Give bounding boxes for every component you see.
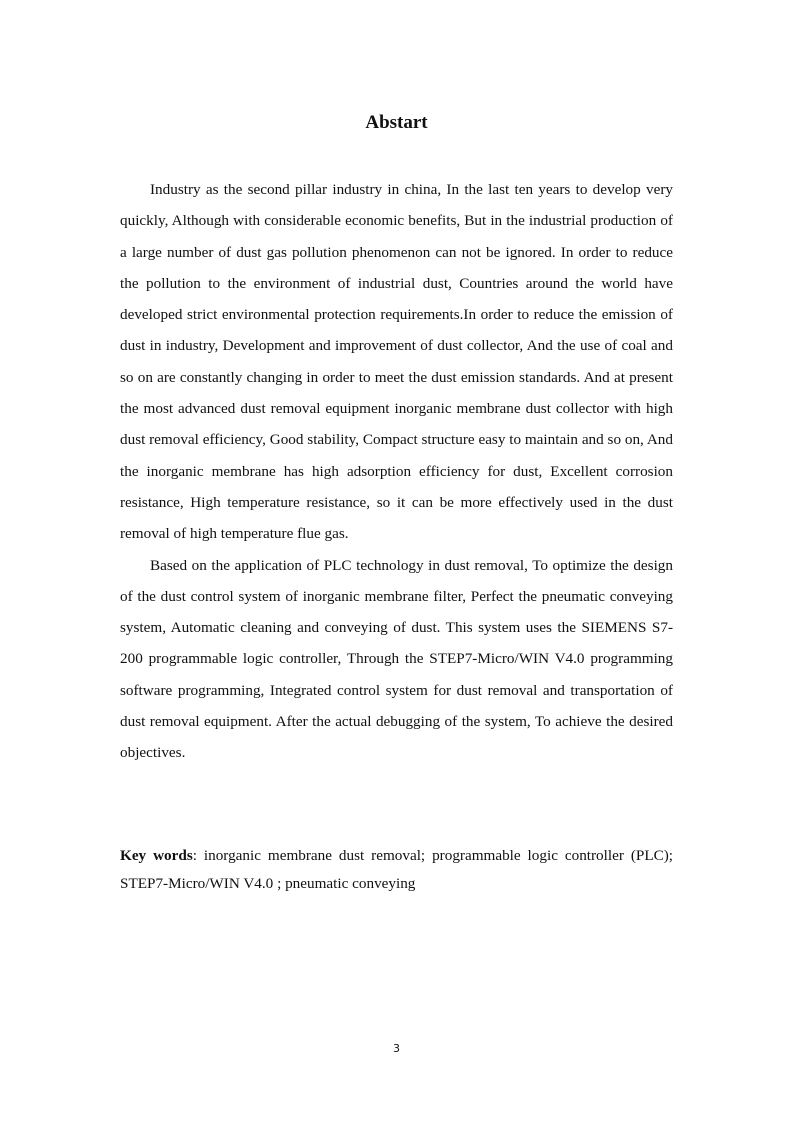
keywords-label: Key words — [120, 847, 193, 864]
keywords-text: : inorganic membrane dust removal; programmable logic controller (PLC); STEP7-Micro/WIN V4.0 ; pneumatic conveying — [120, 847, 674, 892]
page-number: 3 — [393, 1042, 400, 1055]
page-title: Abstart — [365, 112, 428, 133]
keywords-section — [120, 842, 673, 898]
abstract-body — [120, 174, 673, 769]
abstract-paragraph-1: Industry as the second pillar industry in china, In the last ten years to develop very quickly, Although with considerable economic benefits, But in the industrial production of a large number of dust gas pollution phenomenon can not be ignored. In order to reduce the pollution to the environment of industrial dust, Countries around the world have developed strict environmental protection requirements.In order to reduce the emission of dust in industry, Development and improvement of dust collector, And the use of coal and so on are constantly changing in order to meet the dust emission standards. And at present the most advanced dust removal equipment inorganic membrane dust collector with high dust removal efficiency, Good stability, Compact structure easy to maintain and so on, And the inorganic membrane has high adsorption efficiency for dust, Excellent corrosion resistance, High temperature resistance, so it can be more effectively used in the dust removal of high temperature flue gas. — [120, 181, 673, 543]
abstract-paragraph-2: Based on the application of PLC technology in dust removal, To optimize the design of the dust control system of inorganic membrane filter, Perfect the pneumatic conveying system, Automatic cleaning and conveying of dust. This system uses the SIEMENS S7-200 programmable logic controller, Through the STEP7-Micro/WIN V4.0 programming software programming, Integrated control system for dust removal and transportation of dust removal equipment. After the actual debugging of the system, To achieve the desired objectives. — [120, 556, 673, 762]
